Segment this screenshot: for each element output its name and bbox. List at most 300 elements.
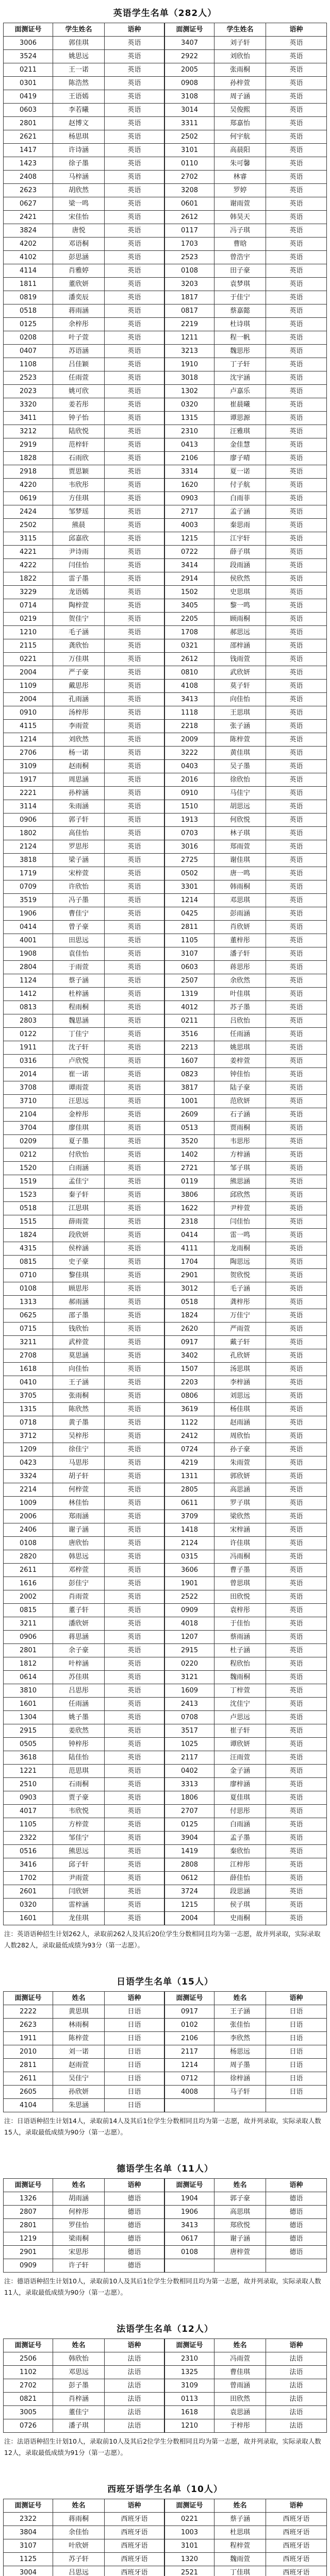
language-cell [266,2099,327,2112]
language-cell: 英语 [105,1778,165,1791]
exam-id-cell: 3818 [4,854,53,867]
student-name-cell: 彭雨涵 [214,907,266,921]
student-name-cell: 丁佳宁 [53,1028,105,1041]
language-cell: 英语 [266,787,327,800]
exam-id-cell: 1523 [4,1189,53,1202]
language-cell: 英语 [105,77,165,90]
language-cell: 英语 [105,398,165,412]
language-cell: 英语 [105,1845,165,1858]
student-name-header: 姓名 [53,1992,105,2005]
exam-id-cell: 0419 [4,90,53,104]
language-cell: 英语 [266,867,327,880]
language-header: 语种 [105,2499,165,2513]
exam-id-cell: 2621 [4,130,53,144]
student-name-cell: 范思琪 [53,1765,105,1778]
table-row [4,814,327,827]
student-name-cell: 林雨桐 [53,2019,105,2032]
student-name-cell: 雷一鸣 [214,1229,266,1242]
table-row [4,2513,327,2526]
student-name-cell: 田欣然 [214,2393,266,2406]
student-name-cell: 杜思琪 [214,2526,266,2539]
student-name-cell: 曹佳琪 [214,2366,266,2379]
language-cell: 英语 [266,1443,327,1456]
language-cell: 英语 [266,1068,327,1081]
language-cell: 英语 [266,720,327,733]
table-row [4,773,327,787]
language-cell: 英语 [105,639,165,653]
exam-id-cell [165,2099,214,2112]
student-name-cell: 顾思彤 [53,1282,105,1296]
student-name-cell: 孙梓萱 [214,77,266,90]
student-name-header: 姓名 [214,2179,266,2192]
student-name-cell: 宋思彤 [53,2246,105,2259]
exam-id-cell: 1507 [165,1363,214,1376]
language-cell: 英语 [105,1711,165,1724]
exam-id-cell: 1811 [4,278,53,291]
exam-id-cell: 0513 [165,1122,214,1135]
language-cell: 英语 [105,1336,165,1349]
student-name-cell: 梁欣然 [214,1510,266,1523]
student-name-cell: 夏佳琪 [214,1791,266,1805]
student-name-cell: 孟佳宁 [53,1175,105,1189]
exam-id-cell: 2811 [4,2059,53,2072]
student-name-cell: 肖欣妍 [214,921,266,934]
exam-id-cell: 3101 [165,2539,214,2553]
exam-id-cell: 2611 [4,1564,53,1577]
exam-id-cell: 0617 [165,2232,214,2246]
language-cell: 德语 [266,2206,327,2219]
language-cell: 英语 [266,1885,327,1899]
exam-id-cell: 0903 [4,1791,53,1805]
exam-id-cell: 3115 [4,532,53,546]
exam-id-cell: 0909 [165,1604,214,1617]
student-name-cell: 龚欣怡 [53,639,105,653]
language-cell: 英语 [266,1724,327,1738]
exam-id-cell: 2523 [165,251,214,264]
exam-id-cell: 0221 [4,653,53,666]
table-row [4,1068,327,1081]
exam-id-cell: 0414 [4,921,53,934]
table-row [4,840,327,854]
student-name-cell: 邓思琪 [214,894,266,907]
exam-id-cell: 1802 [4,827,53,840]
language-cell: 英语 [266,1899,327,1912]
language-cell: 英语 [266,1430,327,1443]
language-cell: 法语 [105,2419,165,2433]
table-row [4,1416,327,1430]
language-cell: 英语 [105,1523,165,1537]
table-row [4,1899,327,1912]
student-name-cell: 蔡子涵 [53,974,105,988]
section-title: 日语学生名单（15人） [117,1977,213,1987]
language-cell: 英语 [266,452,327,465]
student-name-cell: 马思彤 [53,1456,105,1470]
table-row [4,720,327,733]
language-cell: 英语 [266,1590,327,1604]
table-row [4,1550,327,1564]
exam-id-cell: 1302 [165,385,214,398]
exam-id-cell: 4114 [4,264,53,278]
exam-id-cell: 0823 [165,1068,214,1081]
student-name-cell: 丁梓萱 [214,1684,266,1698]
student-name-cell: 潘奕辰 [53,291,105,304]
student-name-cell: 郑雨涵 [53,1510,105,1523]
table-row [4,1202,327,1215]
exam-id-cell: 2219 [165,318,214,331]
language-cell: 英语 [105,1510,165,1523]
student-name-cell: 朱思涵 [53,2099,105,2112]
language-cell: 英语 [105,278,165,291]
table-row [4,438,327,452]
language-cell: 日语 [105,2086,165,2099]
exam-id-cell: 0110 [165,157,214,171]
student-name-cell: 廖梓涵 [214,1778,266,1791]
student-name-cell: 赵博文 [53,117,105,130]
exam-id-cell: 3121 [165,1671,214,1684]
exam-id-cell: 1703 [165,238,214,251]
language-cell: 法语 [266,2393,327,2406]
language-cell: 英语 [105,880,165,894]
exam-id-cell: 1708 [165,626,214,639]
language-cell: 英语 [266,1108,327,1122]
student-name-cell: 刘一诺 [53,2045,105,2059]
student-name-cell: 叶佳琪 [214,988,266,1001]
language-cell: 英语 [266,1028,327,1041]
exam-id-cell: 1817 [165,291,214,304]
exam-id-cell: 1822 [4,572,53,586]
student-name-header: 姓名 [53,2339,105,2352]
table-row [4,1443,327,1456]
student-name-cell: 梁一鸣 [53,197,105,211]
student-name-cell: 魏思涵 [53,1014,105,1028]
student-name-cell: 任雨萱 [53,371,105,385]
student-name-cell: 蒋思彤 [214,961,266,974]
language-cell: 英语 [266,104,327,117]
language-cell: 英语 [105,733,165,747]
student-name-cell: 邹子琪 [214,1162,266,1175]
student-name-cell: 董佳宁 [53,2406,105,2419]
exam-id-cell: 1417 [4,144,53,157]
language-cell: 英语 [105,1122,165,1135]
section-note: 注：英语语种招生计划262人，录取前262人及其后20位学生分数相同且均为第一志愿，故并列录取，实际录取人数282人，录取最低成绩为93分（第一志愿）。 [4,1930,321,1949]
language-cell: 英语 [266,666,327,680]
exam-id-cell: 1515 [4,1215,53,1229]
exam-id-cell: 3213 [165,345,214,358]
exam-id-cell: 0221 [165,2513,214,2526]
student-name-cell: 金梓彤 [53,1108,105,1122]
exam-id-cell: 2609 [165,1108,214,1122]
language-cell: 英语 [105,1604,165,1617]
student-name-cell: 顾雨桐 [214,613,266,626]
exam-id-cell [165,2259,214,2273]
section-note: 注：德语语种招生计划10人，录取前10人及其后1位学生分数相同且均为第一志愿，故并列录取，实际录取人数11人，录取最低成绩为90分（第一志愿）。 [4,2277,321,2296]
exam-id-cell: 1618 [4,1363,53,1376]
student-name-cell: 方梓涵 [214,1148,266,1162]
language-cell: 英语 [105,1765,165,1778]
exam-id-cell: 1601 [4,1912,53,1925]
exam-id-cell: 2915 [4,1724,53,1738]
language-cell: 英语 [105,1698,165,1711]
exam-id-cell: 3705 [4,1389,53,1403]
exam-id-cell: 1215 [165,532,214,546]
student-name-cell: 吕佳颖 [53,358,105,371]
student-name-cell: 孟子墨 [214,1832,266,1845]
exam-id-cell: 3107 [165,947,214,961]
student-name-cell: 闫佳怡 [53,559,105,572]
language-cell: 日语 [266,2019,327,2032]
student-name-cell: 吴梓彤 [53,1430,105,1443]
table-row [4,492,327,505]
exam-id-cell: 2801 [4,2219,53,2232]
student-name-cell: 郭子轩 [53,814,105,827]
language-cell: 英语 [266,37,327,50]
table-row [4,1885,327,1899]
exam-id-cell: 0425 [165,907,214,921]
exam-id-cell: 2502 [4,519,53,532]
exam-id-cell: 2023 [4,385,53,398]
language-cell: 日语 [105,2072,165,2086]
student-name-cell: 张雨桐 [214,63,266,77]
table-row [4,224,327,238]
language-cell: 英语 [266,988,327,1001]
exam-id-cell: 1402 [165,1148,214,1162]
student-name-cell: 熊思远 [53,1845,105,1858]
exam-id-cell: 0906 [4,814,53,827]
student-name-cell: 廖佳琪 [53,1122,105,1135]
language-cell: 英语 [105,1202,165,1215]
exam-id-cell: 0316 [4,1055,53,1068]
language-cell: 英语 [105,988,165,1001]
table-row [4,1095,327,1108]
exam-id-cell: 4001 [4,934,53,947]
student-name-cell: 高思琪 [214,2206,266,2219]
language-cell: 英语 [266,586,327,599]
language-cell: 英语 [266,1523,327,1537]
exam-id-cell: 2915 [165,1644,214,1657]
language-cell: 英语 [266,1631,327,1644]
language-cell: 英语 [266,117,327,130]
language-cell: 英语 [105,1671,165,1684]
exam-id-cell: 0219 [4,613,53,626]
student-name-cell: 许佳琪 [214,1537,266,1550]
table-header-row [4,2499,327,2513]
language-cell: 英语 [105,1081,165,1095]
table-row [4,1912,327,1925]
exam-id-cell: 3414 [165,559,214,572]
exam-id-cell: 0402 [165,1765,214,1778]
language-cell: 英语 [266,1470,327,1483]
student-name-cell: 丁子轩 [214,358,266,371]
student-name-cell: 汪雨萱 [214,1751,266,1765]
student-name-cell: 毛子涵 [214,1282,266,1296]
language-cell: 英语 [105,1684,165,1698]
language-cell: 英语 [105,532,165,546]
student-name-cell: 万佳琪 [53,653,105,666]
language-cell: 英语 [105,1858,165,1872]
student-name-cell: 徐梓涵 [214,2072,266,2086]
language-header: 语种 [266,23,327,37]
language-cell: 英语 [266,934,327,947]
table-row [4,2206,327,2219]
exam-id-cell: 0714 [4,599,53,613]
exam-id-cell: 4202 [4,238,53,251]
exam-id-cell: 2213 [165,1041,214,1055]
student-name-cell: 叶子萱 [53,331,105,345]
student-name-cell: 廖子晴 [214,452,266,465]
language-cell: 英语 [266,398,327,412]
language-cell: 法语 [105,2379,165,2393]
student-name-cell: 马佳宁 [214,787,266,800]
student-name-cell: 杨思琪 [53,130,105,144]
exam-id-cell: 1210 [165,2419,214,2433]
language-cell: 英语 [266,1363,327,1376]
language-cell: 英语 [266,1644,327,1657]
student-name-cell: 苏佳琪 [53,1671,105,1684]
exam-id-cell: 2002 [4,1590,53,1604]
exam-id-cell: 0815 [4,1256,53,1269]
table-row [4,1108,327,1122]
student-name-cell: 张雨桐 [53,1389,105,1403]
student-name-cell: 蔡子涵 [214,2513,266,2526]
student-name-cell: 余梓彤 [53,318,105,331]
language-header: 语种 [105,23,165,37]
student-name-cell: 尹诗雨 [53,546,105,559]
exam-id-cell: 3114 [4,800,53,814]
language-cell: 英语 [266,1791,327,1805]
exam-id-cell: 2612 [165,211,214,224]
exam-id-cell: 2702 [165,171,214,184]
language-cell: 英语 [105,412,165,425]
language-cell: 英语 [105,238,165,251]
table-row [4,304,327,318]
exam-id-cell: 3724 [165,1885,214,1899]
exam-id-cell: 0502 [165,867,214,880]
language-cell: 英语 [105,1805,165,1818]
exam-id-cell: 0102 [165,2019,214,2032]
student-name-cell: 莫子轩 [214,680,266,693]
language-cell: 法语 [105,2352,165,2366]
student-name-cell: 崔子轩 [214,1724,266,1738]
exam-id-cell: 3107 [4,2539,53,2553]
exam-id-cell: 0906 [4,1631,53,1644]
table-row [4,251,327,264]
student-name-cell: 陈梓萱 [53,2032,105,2045]
student-name-header: 姓名 [214,2499,266,2513]
language-cell: 英语 [105,264,165,278]
exam-id-cell: 0209 [4,1135,53,1148]
language-cell: 英语 [105,425,165,438]
student-table [3,2178,327,2273]
language-cell: 英语 [105,371,165,385]
student-name-cell: 熊思涵 [214,1175,266,1189]
student-name-cell: 韦欣悦 [53,1805,105,1818]
language-cell: 英语 [266,1845,327,1858]
language-cell: 英语 [105,1899,165,1912]
table-row [4,2045,327,2059]
exam-id-cell: 2620 [165,1323,214,1336]
student-name-cell: 唐一鸣 [214,867,266,880]
table-row [4,2086,327,2099]
exam-id-header: 面测证号 [165,2339,214,2352]
student-name-cell: 向佳怡 [53,1363,105,1376]
language-cell: 英语 [105,894,165,907]
student-name-cell: 唐悦 [53,224,105,238]
table-row [4,1148,327,1162]
table-row [4,1751,327,1765]
language-cell: 英语 [266,1751,327,1765]
table-row [4,693,327,706]
student-table [3,23,327,1925]
student-name-cell: 肖雨萱 [53,1590,105,1604]
language-cell: 英语 [266,438,327,452]
exam-id-cell: 1901 [165,1577,214,1590]
language-cell: 英语 [266,1550,327,1564]
table-row [4,117,327,130]
exam-id-cell: 0108 [165,2246,214,2259]
exam-id-cell: 1315 [165,412,214,425]
language-cell: 日语 [266,2086,327,2099]
language-cell: 英语 [266,1014,327,1028]
language-cell: 英语 [105,331,165,345]
language-cell: 德语 [105,2259,165,2273]
exam-id-cell: 0710 [4,1269,53,1282]
exam-id-cell: 0703 [165,827,214,840]
language-cell: 英语 [105,947,165,961]
student-name-cell: 戴子轩 [214,1336,266,1349]
language-cell: 英语 [105,452,165,465]
language-cell: 西班牙语 [266,2526,327,2539]
table-row [4,867,327,880]
table-row [4,1845,327,1858]
table-row [4,1282,327,1296]
exam-id-cell: 0908 [165,77,214,90]
exam-id-cell: 1210 [4,626,53,639]
exam-id-cell: 2721 [165,1162,214,1175]
student-table [3,1991,327,2112]
language-cell: 英语 [266,1309,327,1323]
student-name-cell: 胡思远 [214,800,266,814]
table-row [4,2072,327,2086]
student-name-cell: 王一诺 [53,63,105,77]
language-cell: 英语 [105,345,165,358]
table-row [4,2553,327,2566]
exam-id-cell: 2605 [4,2086,53,2099]
table-row [4,1617,327,1631]
student-name-cell: 汤思琪 [214,1363,266,1376]
student-name-cell: 姚思琪 [214,1041,266,1055]
exam-id-cell: 2421 [4,211,53,224]
student-name-cell: 龙语嫣 [53,586,105,599]
student-name-cell: 曹佳宁 [53,907,105,921]
student-name-cell: 于佳怡 [214,1617,266,1631]
student-name-cell: 石雨欣 [53,452,105,465]
language-cell: 英语 [266,291,327,304]
student-name-cell: 何梓彤 [53,2206,105,2219]
language-cell: 英语 [266,505,327,519]
language-cell: 英语 [266,264,327,278]
language-cell: 英语 [105,479,165,492]
language-cell: 英语 [105,1537,165,1550]
table-row [4,211,327,224]
student-name-cell: 史子豪 [53,1256,105,1269]
exam-id-cell: 0320 [4,1899,53,1912]
table-row [4,1577,327,1590]
language-cell: 英语 [105,1912,165,1925]
exam-id-cell: 3606 [165,1564,214,1577]
section-french [3,2320,327,2463]
language-cell: 英语 [266,1657,327,1671]
exam-id-header: 面测证号 [4,2499,53,2513]
